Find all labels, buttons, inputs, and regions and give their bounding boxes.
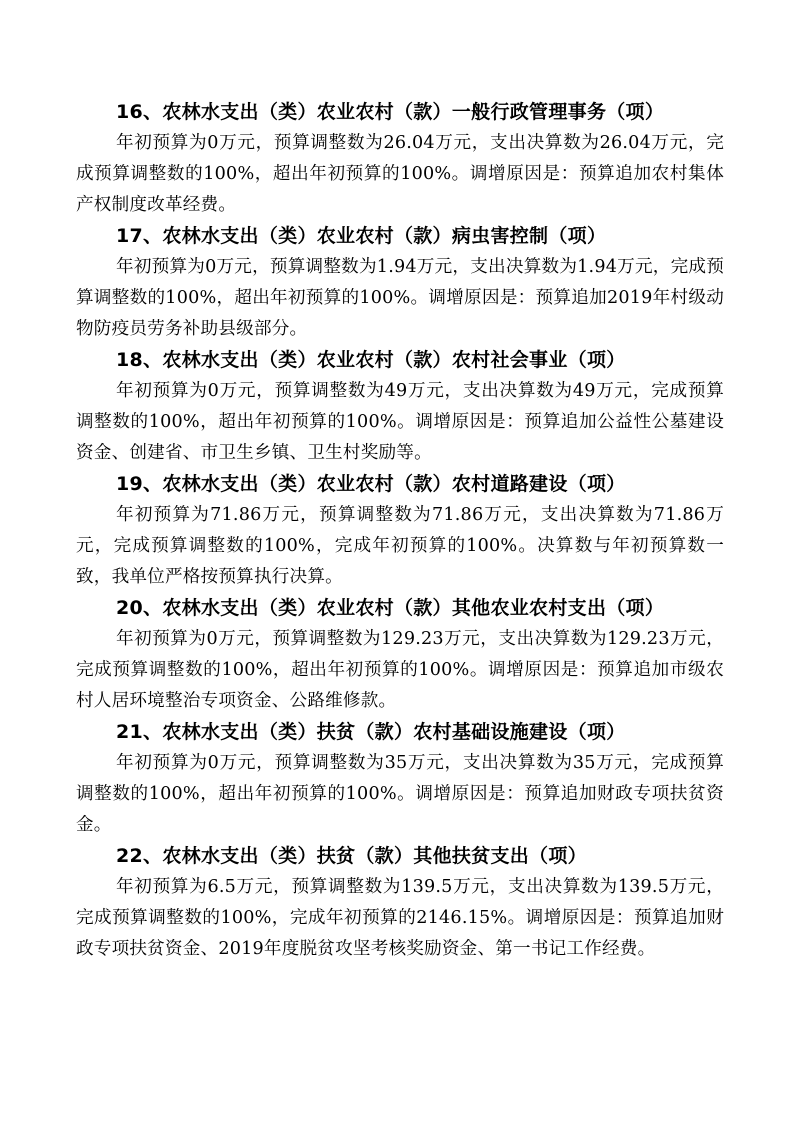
section-body: 年初预算为0万元，预算调整数为35万元，支出决算数为35万元，完成预算调整数的100%，超出年初预算的100%。调增原因是：预算追加财政专项扶贫资金。	[76, 753, 724, 835]
section-heading: 17、农林水支出（类）农业农村（款）病虫害控制（项）	[116, 225, 607, 247]
section-18	[76, 345, 724, 469]
section-17	[76, 221, 724, 345]
section-body: 年初预算为6.5万元，预算调整数为139.5万元，支出决算数为139.5万元，完成预算调整数的100%，完成年初预算的2146.15%。调增原因是：预算追加财政专项扶贫资金、2019年度脱贫攻坚考核奖励资金、第一书记工作经费。	[76, 877, 724, 959]
section-heading: 18、农林水支出（类）农业农村（款）农村社会事业（项）	[116, 349, 626, 371]
document-page	[76, 97, 724, 965]
section-heading: 22、农林水支出（类）扶贫（款）其他扶贫支出（项）	[116, 845, 587, 867]
section-22	[76, 841, 724, 965]
section-20	[76, 593, 724, 717]
section-heading: 20、农林水支出（类）农业农村（款）其他农业农村支出（项）	[116, 597, 665, 619]
section-19	[76, 469, 724, 593]
section-heading: 21、农林水支出（类）扶贫（款）农村基础设施建设（项）	[116, 721, 626, 743]
section-heading: 16、农林水支出（类）农业农村（款）一般行政管理事务（项）	[116, 101, 665, 123]
section-body: 年初预算为0万元，预算调整数为1.94万元，支出决算数为1.94万元，完成预算调整数的100%，超出年初预算的100%。调增原因是：预算追加2019年村级动物防疫员劳务补助县级部分。	[76, 257, 724, 339]
section-body: 年初预算为0万元，预算调整数为26.04万元，支出决算数为26.04万元，完成预算调整数的100%，超出年初预算的100%。调增原因是：预算追加农村集体产权制度改革经费。	[76, 133, 724, 215]
section-body: 年初预算为0万元，预算调整数为49万元，支出决算数为49万元，完成预算调整数的100%，超出年初预算的100%。调增原因是：预算追加公益性公墓建设资金、创建省、市卫生乡镇、卫生村奖励等。	[76, 381, 724, 463]
section-heading: 19、农林水支出（类）农业农村（款）农村道路建设（项）	[116, 473, 626, 495]
section-21	[76, 717, 724, 841]
section-body: 年初预算为71.86万元，预算调整数为71.86万元，支出决算数为71.86万元，完成预算调整数的100%，完成年初预算的100%。决算数与年初预算数一致，我单位严格按预算执行决算。	[76, 505, 725, 587]
section-body: 年初预算为0万元，预算调整数为129.23万元，支出决算数为129.23万元，完成预算调整数的100%，超出年初预算的100%。调增原因是：预算追加市级农村人居环境整治专项资金、公路维修款。	[76, 629, 724, 711]
section-16	[76, 97, 724, 221]
